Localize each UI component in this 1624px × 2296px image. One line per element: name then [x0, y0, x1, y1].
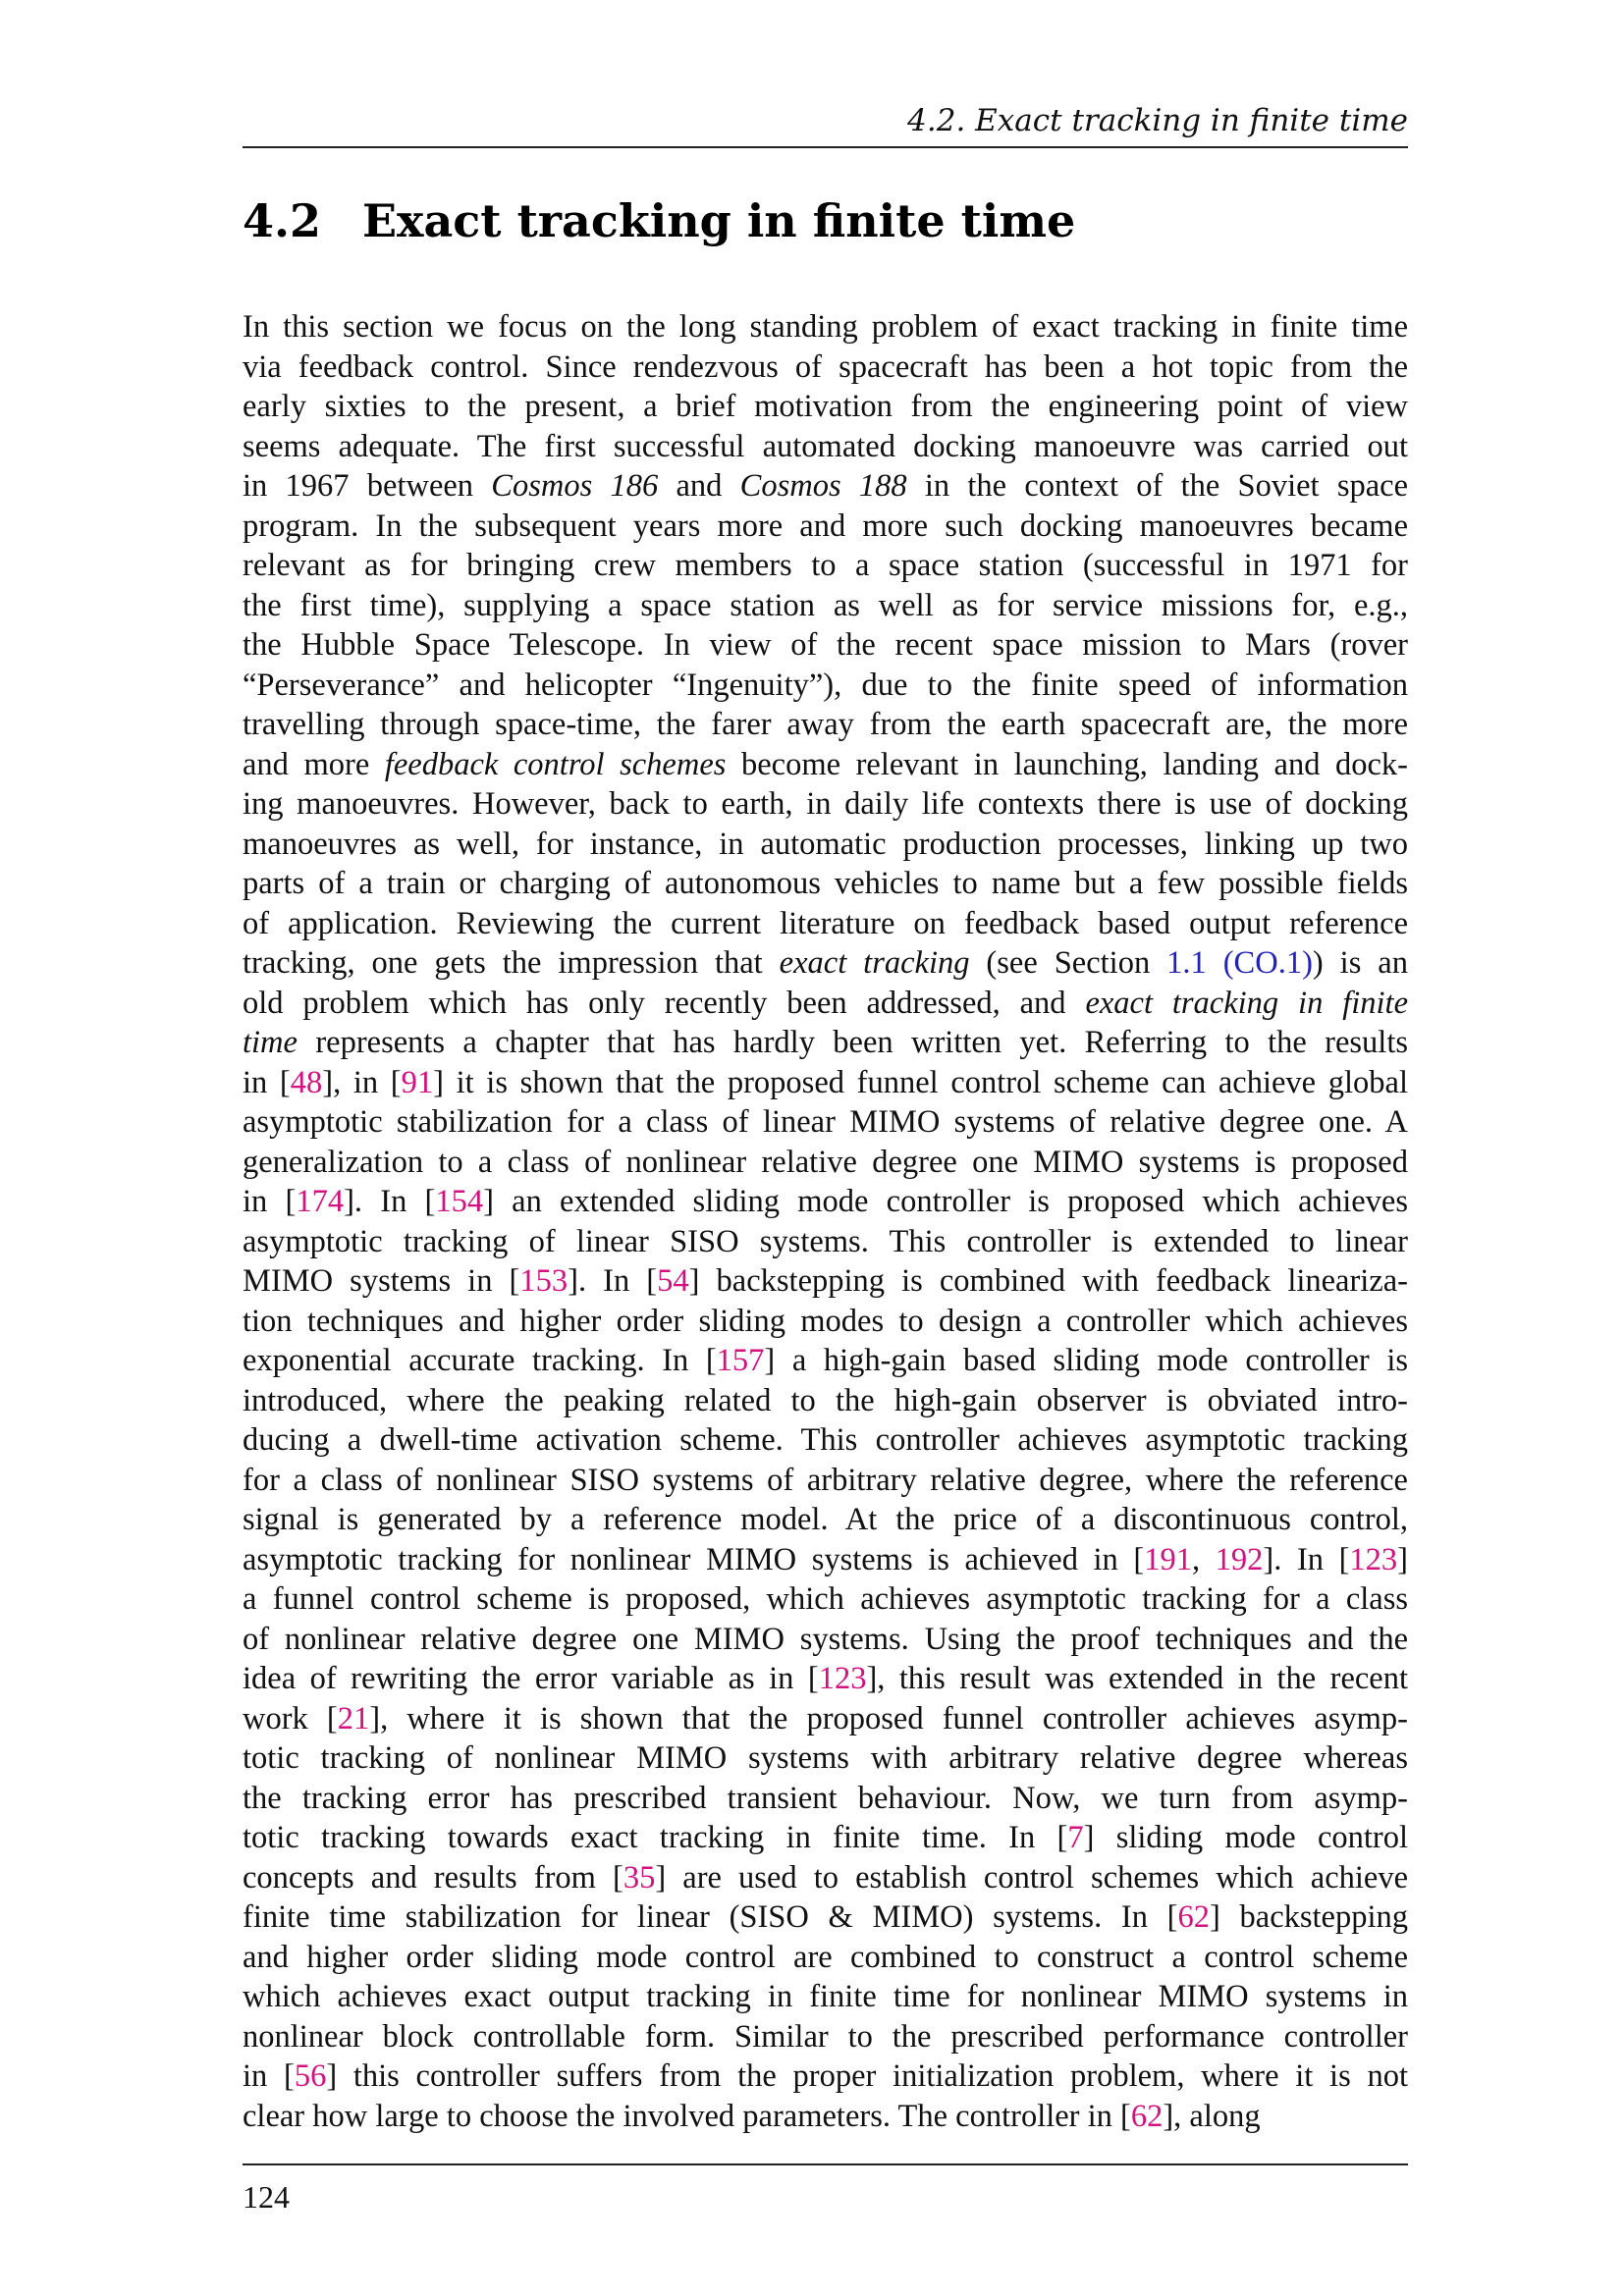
- text-line: idea of rewriting the error variable as in [123], this result was extended in the recent: [243, 1661, 1408, 1696]
- text-line: and more feedback control schemes become relevant in launching, landing and dock-: [243, 746, 1409, 782]
- citation-link[interactable]: 174: [296, 1184, 345, 1219]
- text-line: totic tracking towards exact tracking in finite time. In [7] sliding mode control: [243, 1820, 1409, 1855]
- text-line: parts of a train or charging of autonomous vehicles to name but a few possible fields: [243, 866, 1408, 901]
- body-paragraph: [243, 307, 1408, 2136]
- text-line: tion techniques and higher order sliding modes to design a controller which achieves: [243, 1303, 1408, 1339]
- text-line: concepts and results from [35] are used to establish control schemes which achieve: [243, 1859, 1408, 1896]
- text-line: clear how large to choose the involved parameters. The controller in [62], along: [243, 2098, 1261, 2134]
- citation-link[interactable]: 54: [657, 1263, 689, 1299]
- citation-link[interactable]: 62: [1130, 2098, 1164, 2134]
- citation-link[interactable]: 157: [716, 1343, 765, 1378]
- text-line: tracking, one gets the impression that exact tracking (see Section 1.1 (CO.1)) is an: [243, 945, 1408, 981]
- text-line: via feedback control. Since rendezvous of spacecraft has been a hot topic from the: [243, 348, 1408, 385]
- emphasis: Cosmos 186: [491, 468, 659, 504]
- text-line: the first time), supplying a space station as well as for service missions for, e.g.,: [243, 587, 1408, 623]
- emphasis: feedback control schemes: [384, 746, 727, 782]
- text-line: for a class of nonlinear SISO systems of arbitrary relative degree, where the reference: [243, 1462, 1408, 1498]
- text-line: the tracking error has prescribed transient behaviour. Now, we turn from asymp-: [243, 1780, 1408, 1816]
- text-line: of application. Reviewing the current literature on feedback based output reference: [243, 905, 1408, 941]
- section-number: 4.2: [243, 194, 322, 247]
- text-line: in [48], in [91] it is shown that the proposed funnel control scheme can achieve global: [243, 1064, 1408, 1100]
- text-line: manoeuvres as well, for instance, in automatic production processes, linking up two: [243, 826, 1408, 862]
- text-line: in [56] this controller suffers from the proper initialization problem, where it is not: [243, 2058, 1408, 2094]
- text-line: totic tracking of nonlinear MIMO systems with arbitrary relative degree whereas: [243, 1740, 1408, 1776]
- text-line: time represents a chapter that has hardly been written yet. Referring to the results: [243, 1025, 1408, 1060]
- footer-rule: [243, 2163, 1408, 2165]
- text-line: generalization to a class of nonlinear relative degree one MIMO systems is proposed: [243, 1144, 1408, 1180]
- citation-link[interactable]: 21: [337, 1700, 370, 1736]
- citation-link[interactable]: 191: [1144, 1541, 1192, 1577]
- text-line: nonlinear block controllable form. Similar to the prescribed performance controller: [243, 2018, 1408, 2055]
- text-line: asymptotic tracking for nonlinear MIMO systems is achieved in [191, 192]. In [123]: [243, 1541, 1408, 1577]
- citation-link[interactable]: 62: [1177, 1899, 1210, 1935]
- running-head: 4.2. Exact tracking in finite time: [907, 103, 1408, 138]
- section-heading: [243, 194, 1408, 247]
- text-line: seems adequate. The first successful automated docking manoeuvre was carried out: [243, 428, 1408, 464]
- citation-link[interactable]: 35: [623, 1859, 656, 1896]
- header-rule: [243, 146, 1408, 148]
- text-line: work [21], where it is shown that the proposed funnel controller achieves asymp-: [243, 1700, 1408, 1736]
- citation-link[interactable]: 154: [435, 1184, 484, 1219]
- emphasis: time: [243, 1025, 298, 1060]
- text-line: finite time stabilization for linear (SISO & MIMO) systems. In [62] backstepping: [243, 1899, 1409, 1935]
- text-line: the Hubble Space Telescope. In view of the recent space mission to Mars (rover: [243, 627, 1408, 663]
- text-line: ing manoeuvres. However, back to earth, in daily life contexts there is use of docking: [243, 786, 1408, 822]
- text-line: relevant as for bringing crew members to a space station (successful in 1971 for: [243, 548, 1408, 583]
- text-line: In this section we focus on the long standing problem of exact tracking in finite time: [243, 309, 1408, 345]
- text-line: old problem which has only recently been addressed, and exact tracking in finite: [243, 985, 1408, 1021]
- text-line: and higher order sliding mode control are combined to construct a control scheme: [243, 1939, 1408, 1975]
- page-number: 124: [243, 2179, 290, 2215]
- citation-link[interactable]: 48: [290, 1064, 323, 1100]
- text-line: “Perseverance” and helicopter “Ingenuity”), due to the finite speed of information: [243, 667, 1408, 703]
- emphasis: exact tracking: [779, 945, 970, 981]
- text-line: a funnel control scheme is proposed, which achieves asymptotic tracking for a class: [243, 1581, 1408, 1617]
- citation-link[interactable]: 123: [818, 1661, 867, 1696]
- text-line: ducing a dwell-time activation scheme. This controller achieves asymptotic tracking: [243, 1422, 1408, 1458]
- text-line: in [174]. In [154] an extended sliding mode controller is proposed which achieves: [243, 1184, 1409, 1219]
- text-line: early sixties to the present, a brief motivation from the engineering point of view: [243, 389, 1408, 424]
- citation-link[interactable]: 91: [401, 1064, 434, 1100]
- text-line: exponential accurate tracking. In [157] a high-gain based sliding mode controller is: [243, 1343, 1408, 1378]
- citation-link[interactable]: 192: [1215, 1541, 1264, 1577]
- citation-link[interactable]: 123: [1349, 1541, 1398, 1577]
- text-line: MIMO systems in [153]. In [54] backstepping is combined with feedback lineariza-: [243, 1263, 1409, 1299]
- section-reference-link[interactable]: 1.1 (CO.1): [1166, 945, 1313, 981]
- emphasis: Cosmos 188: [739, 468, 907, 504]
- emphasis: exact tracking in finite: [1085, 985, 1408, 1021]
- text-line: travelling through space-time, the farer away from the earth spacecraft are, the more: [243, 707, 1408, 742]
- citation-link[interactable]: 153: [519, 1263, 568, 1299]
- text-line: of nonlinear relative degree one MIMO systems. Using the proof techniques and the: [243, 1621, 1408, 1657]
- text-line: program. In the subsequent years more and more such docking manoeuvres became: [243, 507, 1408, 544]
- section-title: Exact tracking in finite time: [362, 194, 1076, 247]
- text-line: which achieves exact output tracking in finite time for nonlinear MIMO systems in: [243, 1979, 1408, 2014]
- citation-link[interactable]: 56: [294, 2058, 327, 2094]
- text-line: asymptotic tracking of linear SISO systems. This controller is extended to linear: [243, 1223, 1408, 1259]
- text-line: introduced, where the peaking related to the high-gain observer is obviated intro-: [243, 1382, 1408, 1418]
- text-line: signal is generated by a reference model. At the price of a discontinuous control,: [243, 1502, 1408, 1537]
- citation-link[interactable]: 7: [1067, 1820, 1084, 1855]
- text-line: in 1967 between Cosmos 186 and Cosmos 188 in the context of the Soviet space: [243, 468, 1408, 504]
- text-line: asymptotic stabilization for a class of linear MIMO systems of relative degree one. A: [243, 1104, 1408, 1140]
